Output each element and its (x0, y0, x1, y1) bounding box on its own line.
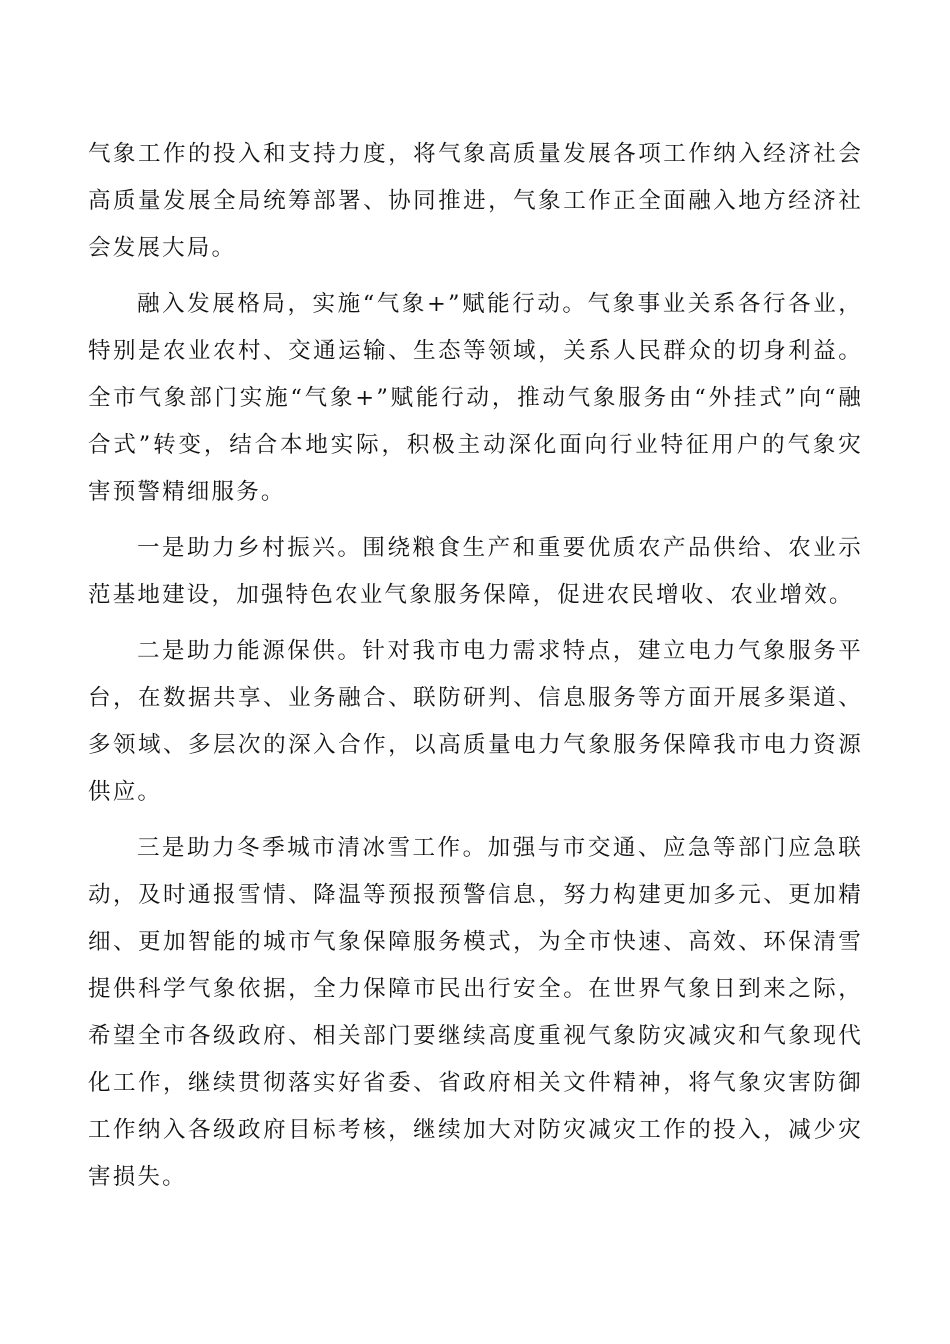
paragraph-snow-clearing: 三是助力冬季城市清冰雪工作。加强与市交通、应急等部门应急联动，及时通报雪情、降温等预报预警信息，努力构建更加多元、更加精细、更加智能的城市气象保障服务模式，为全市快速、高效、环保清雪提供科学气象依据，全力保障市民出行安全。在世界气象日到来之际，希望全市各级政府、相关部门要继续高度重视气象防灾减灾和气象现代化工作，继续贯彻落实好省委、省政府相关文件精神，将气象灾害防御工作纳入各级政府目标考核，继续加大对防灾减灾工作的投入，减少灾害损失。 (88, 835, 863, 1190)
paragraph-continuation: 气象工作的投入和支持力度，将气象高质量发展各项工作纳入经济社会高质量发展全局统筹部署、协同推进，气象工作正全面融入地方经济社会发展大局。 (88, 141, 863, 261)
paragraph-energy-supply: 二是助力能源保供。针对我市电力需求特点，建立电力气象服务平台，在数据共享、业务融合、联防研判、信息服务等方面开展多渠道、多领域、多层次的深入合作，以高质量电力气象服务保障我市电力资源供应。 (88, 638, 863, 805)
paragraph-rural-revitalization: 一是助力乡村振兴。围绕粮食生产和重要优质农产品供给、农业示范基地建设，加强特色农业气象服务保障，促进农民增收、农业增效。 (88, 535, 863, 608)
document-body (88, 131, 863, 1210)
paragraph-integration-action: 融入发展格局，实施“气象+”赋能行动。气象事业关系各行各业，特别是农业农村、交通运输、生态等领域，关系人民群众的切身利益。全市气象部门实施“气象+”赋能行动，推动气象服务由“外挂式”向“融合式”转变，结合本地实际，积极主动深化面向行业特征用户的气象灾害预警精细服务。 (88, 291, 863, 505)
